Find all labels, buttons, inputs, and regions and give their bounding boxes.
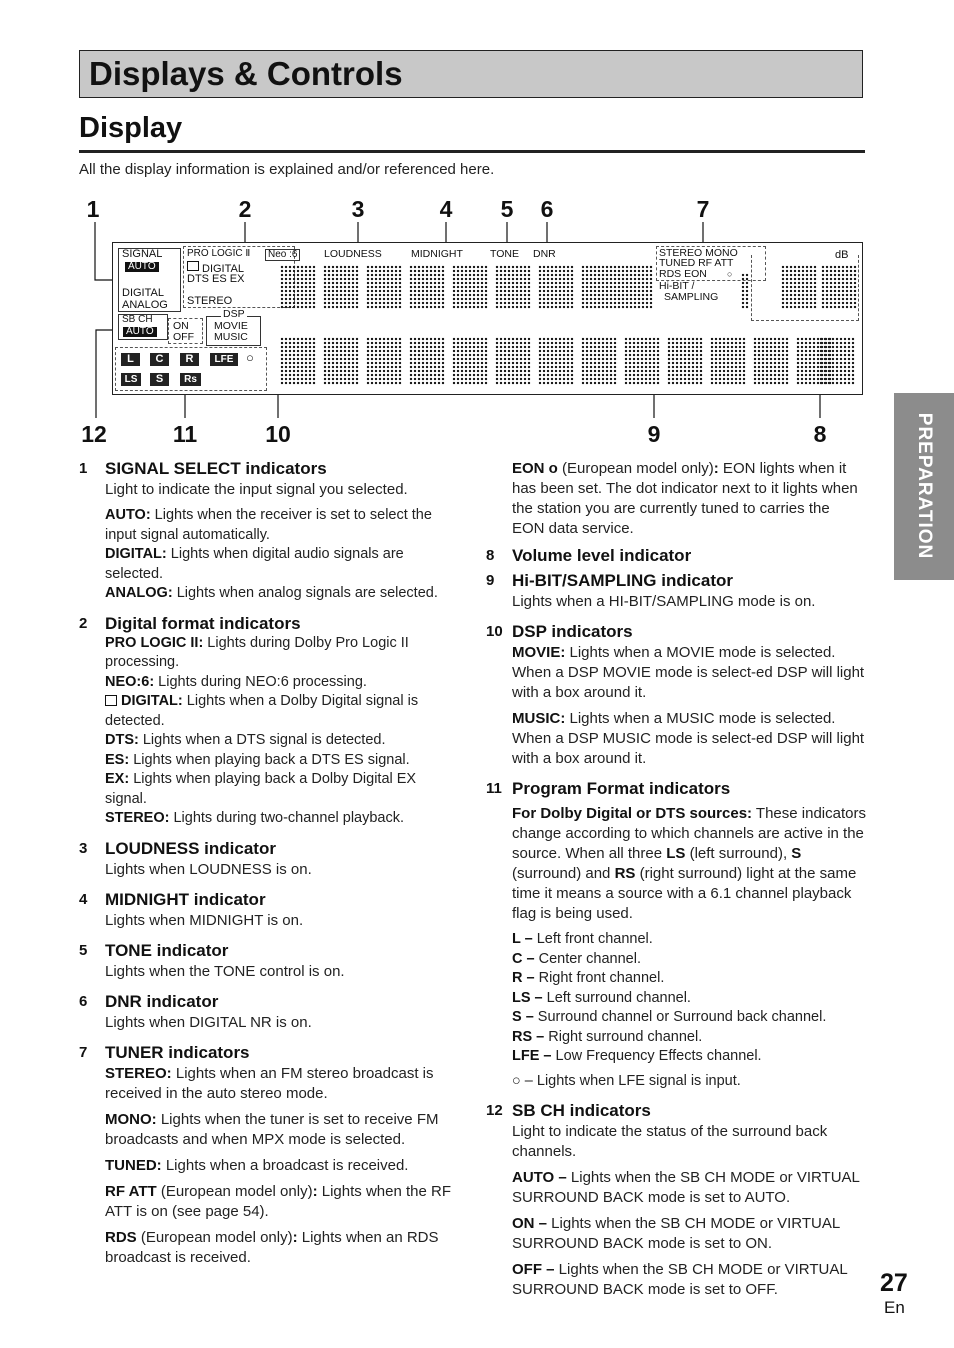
definition: OFF – Lights when the SB CH MODE or VIRTUAL SURROUND BACK mode is set to OFF. [512, 1261, 848, 1298]
double-d-icon [187, 261, 199, 271]
definition: For Dolby Digital or DTS sources: These indicators change according to which channels are active in the source. When all three LS (left surround), S (surround) and RS (right surround) light at the same time it means a source with a 6.1 channel playback flag is being used. [512, 805, 866, 922]
dnr-label: DNR [533, 248, 556, 260]
channel-rs: Rs [180, 373, 201, 386]
dts-es-ex-label: DTS ES EX [187, 273, 245, 285]
music-label: MUSIC [214, 331, 248, 343]
callout-7: 7 [696, 196, 710, 222]
item-number: 10 [486, 623, 503, 640]
definition: ○ – Lights when LFE signal is input. [512, 1072, 741, 1089]
page-number: 27 [880, 1269, 908, 1297]
dot-matrix-char [538, 337, 574, 385]
item-number: 2 [79, 614, 88, 632]
definition: LFE – Low Frequency Effects channel. [512, 1048, 762, 1064]
list-item [79, 889, 459, 931]
item-description: Lights when MIDNIGHT is on. [105, 911, 304, 929]
list-item [486, 1100, 866, 1300]
sbch-label: SB CH [122, 314, 153, 325]
item-title: Program Format indicators [512, 779, 731, 798]
stereo-label: STEREO [187, 295, 233, 307]
lfe-circle-icon: ○ [246, 350, 254, 365]
volume-digit [821, 265, 857, 309]
list-item [486, 545, 866, 566]
definition: DIGITAL: Lights when a Dolby Digital signal is detected. [105, 693, 419, 729]
page-language: En [884, 1298, 905, 1317]
definition: TUNED: Lights when a broadcast is received. [105, 1156, 409, 1174]
definition: R – Right front channel. [512, 970, 665, 986]
item-title: LOUDNESS indicator [105, 838, 276, 858]
definition: STEREO: Lights during two-channel playback. [105, 810, 405, 826]
dsp-label: DSP [223, 308, 245, 320]
definition: S – Surround channel or Surround back channel. [512, 1009, 827, 1025]
list-item [79, 1042, 459, 1268]
analog-label: ANALOG [122, 299, 168, 311]
dot-matrix-char [323, 337, 359, 385]
signal-auto-label: AUTO [125, 262, 159, 272]
item-title: SIGNAL SELECT indicators [105, 459, 327, 478]
page-title: Displays & Controls [89, 55, 403, 92]
dot-matrix-char [667, 337, 703, 385]
volume-digit [781, 265, 817, 309]
on-label: ON [173, 320, 189, 332]
dot-matrix-char [452, 337, 488, 385]
list-item [486, 570, 866, 612]
item-number: 9 [486, 572, 495, 589]
dot-matrix-char [495, 337, 531, 385]
channel-lfe: LFE [210, 353, 238, 366]
item-title: Hi-BIT/SAMPLING indicator [512, 571, 733, 590]
dot-matrix-char [366, 337, 402, 385]
right-column [486, 458, 866, 1309]
item-number: 12 [486, 1102, 503, 1119]
tuned-rfatt-label: TUNED RF ATT [659, 257, 734, 269]
loudness-label: LOUDNESS [324, 248, 382, 260]
list-item [79, 458, 459, 604]
definition: EON o (European model only): EON lights when it has been set. The dot indicator next to it lights when the station you are currently tuned to carries the EON data service. [512, 460, 858, 537]
display-panel [112, 242, 863, 395]
item-number: 3 [79, 839, 88, 857]
list-item [486, 621, 866, 769]
sbch-auto-label: AUTO [123, 327, 157, 337]
item-number: 5 [79, 941, 88, 959]
callout-1: 1 [86, 196, 100, 222]
dot-matrix-char [323, 265, 359, 309]
dot-matrix-char [753, 337, 789, 385]
definition: PRO LOGIC II: Lights during Dolby Pro Logic II processing. [105, 634, 409, 670]
dot-matrix-char [581, 337, 617, 385]
rds-eon-label: RDS EON [659, 268, 707, 280]
movie-label: MOVIE [214, 320, 248, 332]
channel-ls: LS [121, 373, 141, 386]
callout-4: 4 [439, 196, 453, 222]
callout-10: 10 [265, 421, 291, 447]
callout-2: 2 [238, 196, 252, 222]
intro-text: All the display information is explained and/or referenced here. [79, 161, 495, 178]
callout-9: 9 [647, 421, 661, 447]
dot-matrix-char [710, 337, 746, 385]
neo6-label: Neo :6 [265, 249, 300, 261]
dd-digital-label: DIGITAL [202, 263, 244, 275]
item-number: 1 [79, 460, 88, 477]
list-item [79, 838, 459, 880]
tone-label: TONE [490, 248, 519, 260]
channel-c: C [150, 353, 169, 366]
definition: NEO:6: Lights during NEO:6 processing. [105, 673, 367, 690]
dot-matrix-char [538, 265, 574, 309]
dot-matrix-char [280, 265, 316, 309]
item-description: Light to indicate the status of the surround back channels. [512, 1123, 828, 1160]
side-tab-label: PREPARATION [914, 412, 935, 560]
item-title: Digital format indicators [105, 613, 301, 633]
channel-r: R [180, 353, 199, 366]
definition: RS – Right surround channel. [512, 1028, 703, 1045]
dot-matrix-char [452, 265, 488, 309]
definition: AUTO – Lights when the SB CH MODE or VIRTUAL SURROUND BACK mode is set to AUTO. [512, 1169, 860, 1206]
item-description: Lights when the TONE control is on. [105, 962, 345, 980]
section-title: Display [79, 112, 183, 144]
item-title: TONE indicator [105, 940, 229, 960]
definition: ON – Lights when the SB CH MODE or VIRTUAL SURROUND BACK mode is set to ON. [512, 1215, 840, 1252]
item-number: 11 [486, 780, 502, 797]
callout-11: 11 [172, 421, 198, 447]
dot-matrix-char [617, 265, 653, 309]
midnight-label: MIDNIGHT [411, 248, 463, 260]
channel-l: L [121, 353, 140, 366]
definition: ANALOG: Lights when analog signals are selected. [105, 585, 438, 601]
channel-s: S [150, 373, 169, 386]
item-title: TUNER indicators [105, 1042, 250, 1062]
list-item [79, 940, 459, 982]
item-description: Light to indicate the input signal you selected. [105, 481, 408, 498]
item-title: DSP indicators [512, 622, 633, 641]
list-item [79, 991, 459, 1033]
definition: MOVIE: Lights when a MOVIE mode is selected. When a DSP MOVIE mode is select-ed DSP will light with a box around it. [512, 644, 865, 701]
list-item [79, 613, 459, 829]
item-number: 7 [79, 1043, 88, 1061]
item-number: 6 [79, 992, 88, 1010]
db-label: dB [835, 249, 849, 261]
item-description: Lights when LOUDNESS is on. [105, 860, 312, 878]
off-label: OFF [173, 331, 194, 343]
callout-8: 8 [813, 421, 827, 447]
definition: RF ATT (European model only): Lights when the RF ATT is on (see page 54). [105, 1182, 451, 1220]
dot-matrix-char [409, 337, 445, 385]
definition: C – Center channel. [512, 950, 641, 967]
hibit-label: Hi-BIT / [659, 280, 695, 292]
definition: ES: Lights when playing back a DTS ES signal. [105, 751, 410, 768]
definition: RDS (European model only): Lights when an RDS broadcast is received. [105, 1228, 439, 1266]
sampling-label: SAMPLING [664, 291, 719, 303]
item-title: SB CH indicators [512, 1101, 651, 1120]
definition: LS – Left surround channel. [512, 989, 691, 1006]
definition: AUTO: Lights when the receiver is set to select the input signal automatically. [105, 507, 432, 543]
dot-matrix-char [819, 337, 855, 385]
item-description: Lights when a HI-BIT/SAMPLING mode is on. [512, 593, 816, 610]
item-title: MIDNIGHT indicator [105, 889, 266, 909]
item-number: 4 [79, 890, 88, 908]
left-column [79, 458, 459, 1277]
item-description: Lights when DIGITAL NR is on. [105, 1013, 312, 1031]
eon-dot-icon: ○ [727, 269, 733, 279]
definition: EX: Lights when playing back a Dolby Digital EX signal. [105, 771, 417, 807]
definition: MONO: Lights when the tuner is set to receive FM broadcasts and when MPX mode is selected. [105, 1110, 439, 1148]
dot-matrix-char [495, 265, 531, 309]
double-d-icon [105, 695, 117, 706]
definition: L – Left front channel. [512, 931, 653, 947]
tuner-stereo-mono-label: STEREO MONO [659, 247, 738, 259]
signal-label: SIGNAL [122, 248, 163, 260]
callout-12: 12 [81, 421, 107, 447]
callout-5: 5 [500, 196, 514, 222]
definition: STEREO: Lights when an FM stereo broadcast is received in the auto stereo mode. [105, 1064, 434, 1102]
dot-matrix-char [280, 337, 316, 385]
list-item [486, 778, 866, 1091]
item-title: DNR indicator [105, 991, 219, 1011]
dot-matrix-bar [741, 273, 749, 309]
definition: DTS: Lights when a DTS signal is detected. [105, 732, 386, 748]
dot-matrix-char [366, 265, 402, 309]
item-number: 8 [486, 547, 495, 564]
item-title: Volume level indicator [512, 546, 692, 565]
dot-matrix-char [581, 265, 617, 309]
side-tab [894, 393, 954, 580]
pro-logic-label: PRO LOGIC Ⅱ [187, 248, 251, 259]
digital-label: DIGITAL [122, 287, 164, 299]
definition: MUSIC: Lights when a MUSIC mode is selected. When a DSP MUSIC mode is select-ed DSP will light with a box around it. [512, 710, 865, 767]
callout-3: 3 [351, 196, 365, 222]
dot-matrix-char [409, 265, 445, 309]
callout-6: 6 [540, 196, 554, 222]
definition: DIGITAL: Lights when digital audio signals are selected. [105, 546, 404, 582]
dot-matrix-char [624, 337, 660, 385]
